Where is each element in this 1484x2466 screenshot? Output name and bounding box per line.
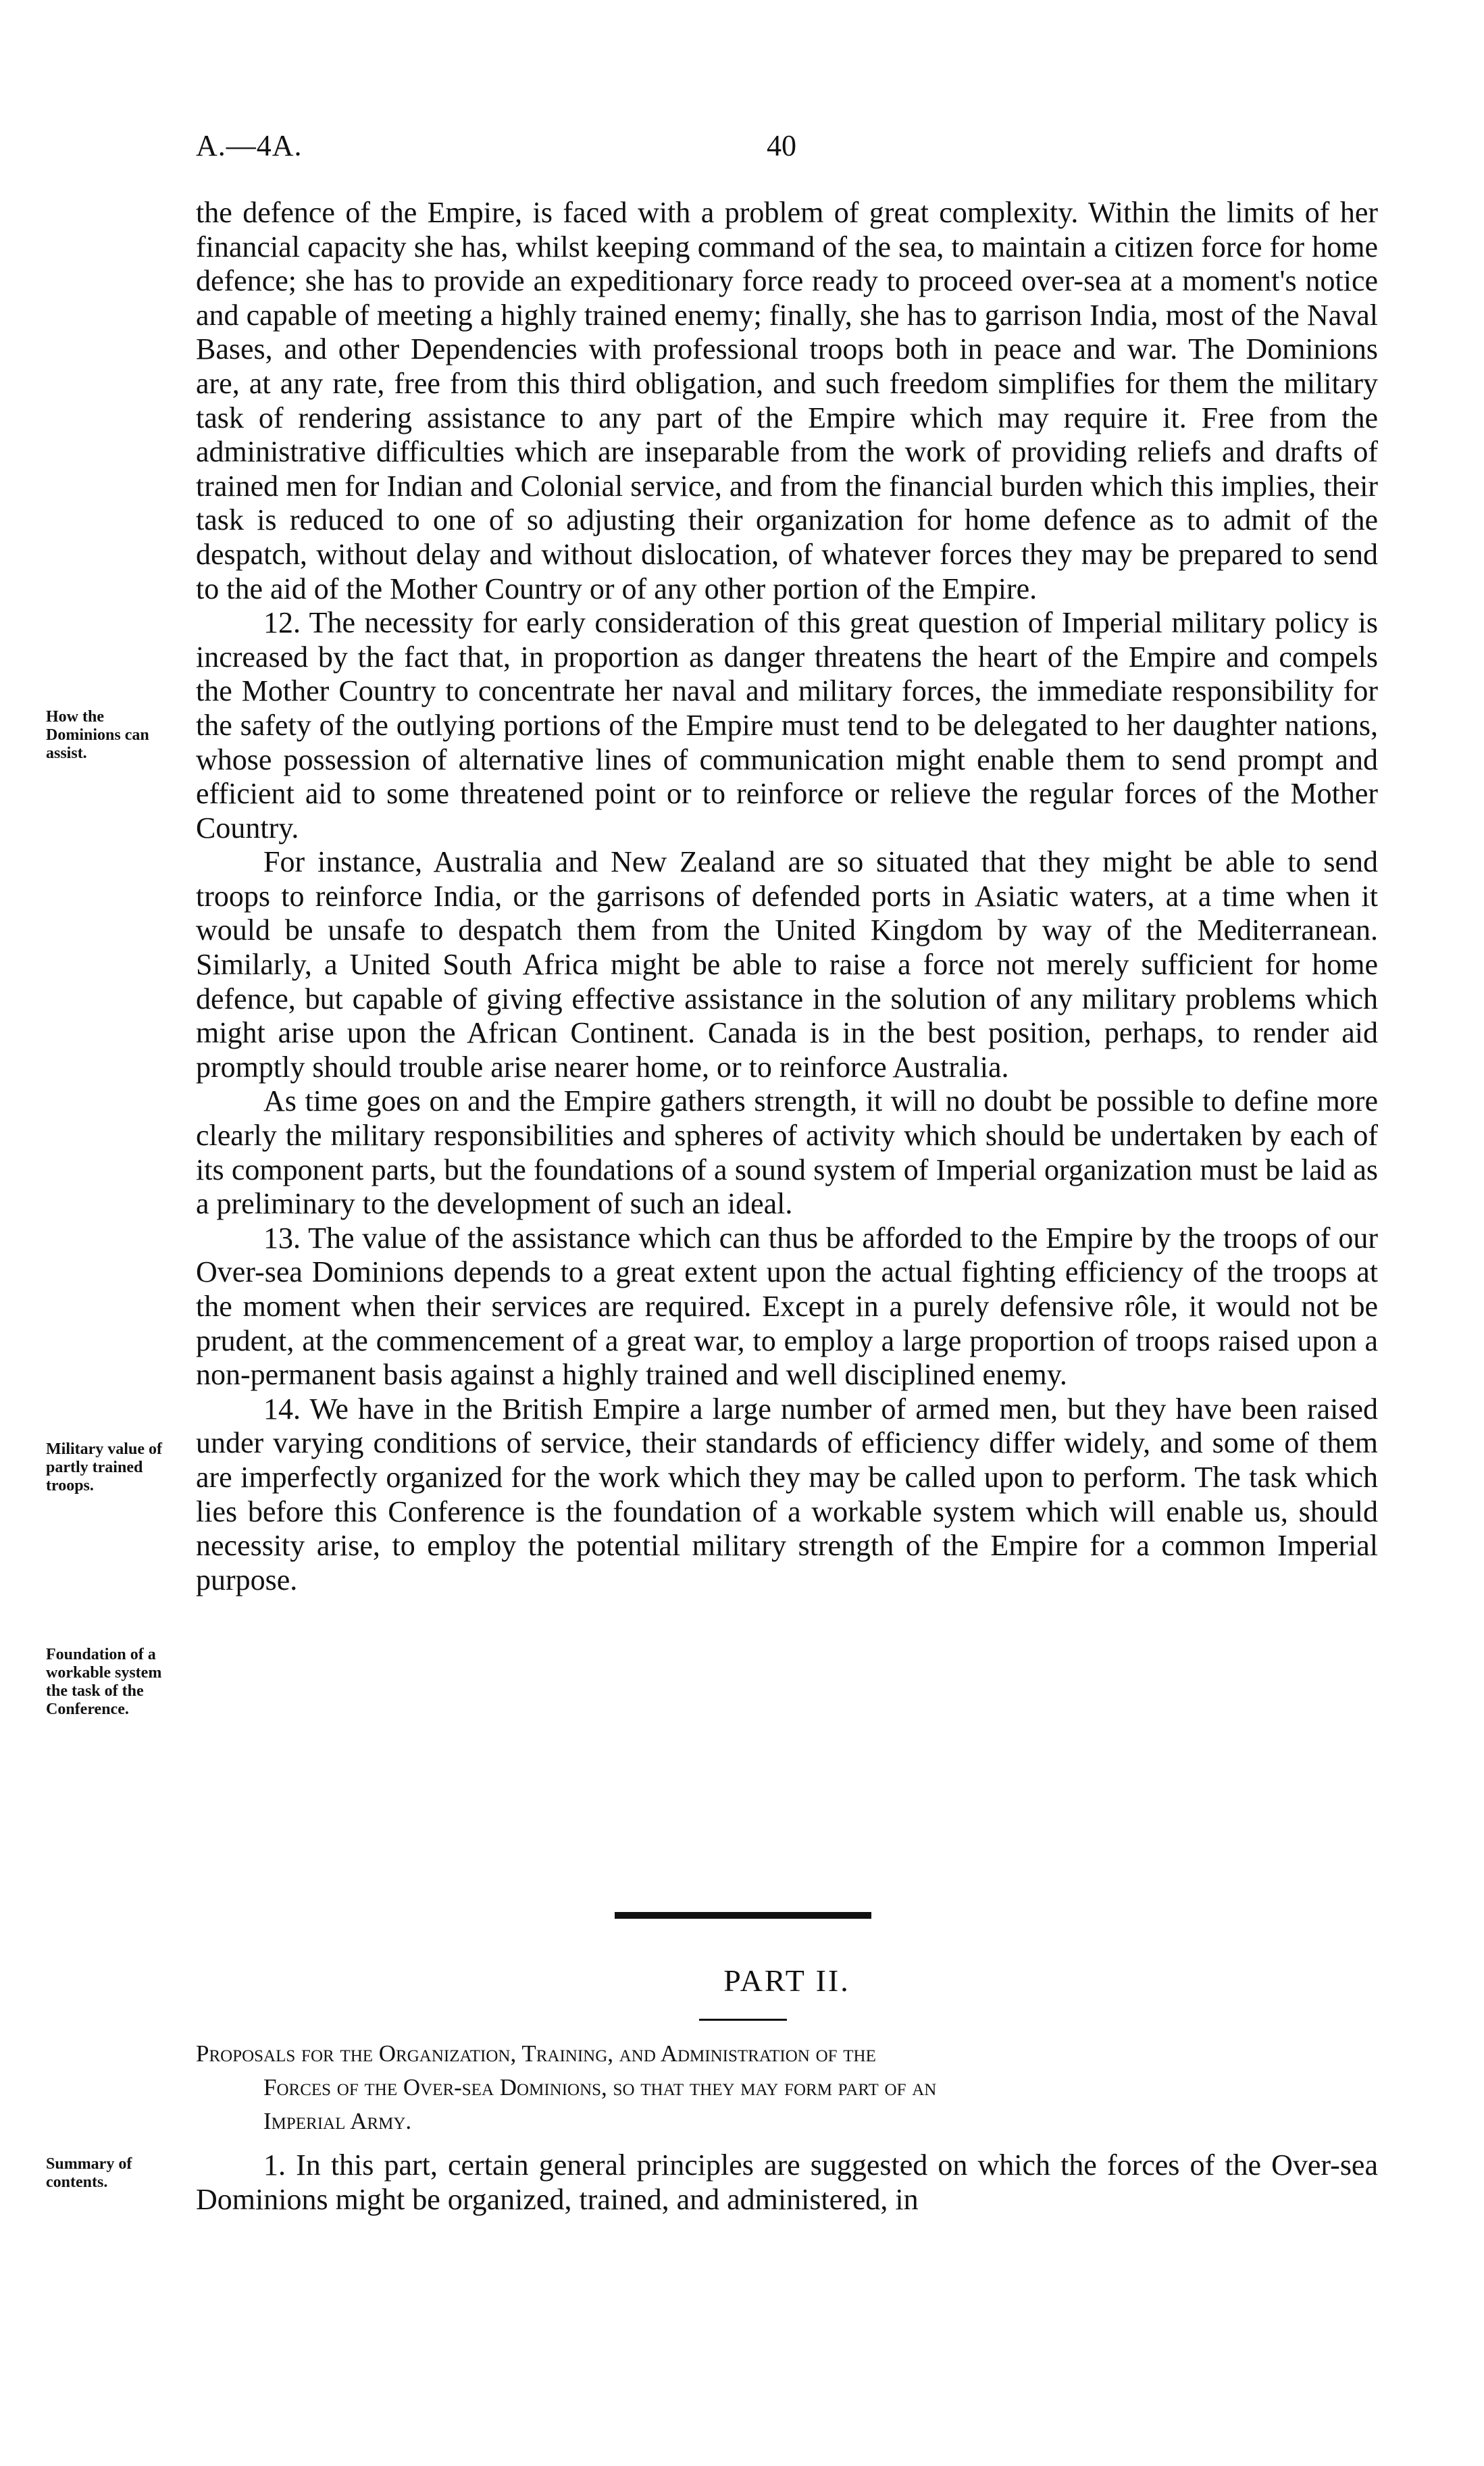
part-heading-line-3: Imperial Army. bbox=[263, 2108, 412, 2134]
paragraph-instance: For instance, Australia and New Zealand are so situated that they might be able to send troops to reinforce India, or the garrisons of defended ports in Asiatic waters, at a time when it would be unsafe to despatch them from the United Kingdom by way of the Mediterranean. Similarly, a United South Africa might be able to raise a force not merely sufficient for home defence, but capable of giving effective assistance in the solution of any military problems which might arise upon the African Continent. Canada is in the best position, perhaps, to render aid promptly should trouble arise nearer home, or to reinforce Australia. bbox=[196, 845, 1378, 1084]
paragraph-time-goes-on: As time goes on and the Empire gathers strength, it will no doubt be possible to define more clearly the military responsibilities and spheres of activity which should be undertaken by each of its component parts, but the foundations of a sound system of Imperial organization must be laid as a preliminary to the development of such an ideal. bbox=[196, 1084, 1378, 1221]
summary-paragraph: 1. In this part, certain general principles are suggested on which the forces of the Over-sea Dominions might be organized, trained, and administered, in bbox=[196, 2148, 1378, 2216]
part-heading bbox=[196, 2037, 1378, 2138]
margin-note-military-value: Military value of partly trained troops. bbox=[46, 1440, 162, 1494]
page-number: 40 bbox=[767, 129, 796, 162]
margin-note-how-dominions: How the Dominions can assist. bbox=[46, 708, 149, 762]
section-divider-thick bbox=[615, 1912, 871, 1919]
paragraph-continuation: the defence of the Empire, is faced with a problem of great complexity. Within the limits of her financial capacity she has, whilst keeping command of the sea, to maintain a citizen force for home defence; she has to provide an expeditionary force ready to proceed over-sea at a moment's notice and capable of meeting a highly trained enemy; finally, she has to garrison India, most of the Naval Bases, and other Dependencies with professional troops both in peace and war. The Dominions are, at any rate, free from this third obligation, and such freedom simplifies for them the military task of rendering assistance to any part of the Empire which may require it. Free from the administrative difficulties which are inseparable from the work of providing reliefs and drafts of trained men for Indian and Colonial service, and from the financial burden which this implies, their task is reduced to one of so adjusting their organization for home defence as to admit of the despatch, without delay and without dislocation, of whatever forces they may be prepared to send to the aid of the Mother Country or of any other portion of the Empire. bbox=[196, 196, 1378, 605]
margin-note-foundation: Foundation of a workable system the task of the Conference. bbox=[46, 1646, 162, 1718]
paragraph-14: 14. We have in the British Empire a large number of armed men, but they have been raised under varying conditions of service, their standards of efficiency differ widely, and some of them are imperfectly organized for the work which they may be called upon to perform. The task which lies before this Conference is the foundation of a workable system which will enable us, should necessity arise, to employ the potential military strength of the Empire for a common Imperial purpose. bbox=[196, 1392, 1378, 1596]
paragraph-13: 13. The value of the assistance which can thus be afforded to the Empire by the troops of our Over-sea Dominions depends to a great extent upon the actual fighting efficiency of the troops at the moment when their services are required. Except in a purely defensive rôle, it would not be prudent, at the commencement of a great war, to employ a large proportion of troops raised upon a non-permanent basis against a highly trained and well disciplined enemy. bbox=[196, 1221, 1378, 1392]
document-reference: A.—4A. bbox=[196, 129, 303, 162]
section-divider-thin bbox=[699, 2019, 787, 2021]
margin-note-summary: Summary of contents. bbox=[46, 2155, 132, 2191]
paragraph-12: 12. The necessity for early consideration of this great question of Imperial military policy is increased by the fact that, in proportion as danger threatens the heart of the Empire and compels the Mother Country to concentrate her naval and military forces, the immediate responsibility for the safety of the outlying portions of the Empire must tend to be delegated to her daughter nations, whose possession of alternative lines of communication might enable them to send prompt and efficient aid to some threatened point or to reinforce or relieve the regular forces of the Mother Country. bbox=[196, 606, 1378, 845]
main-text bbox=[196, 196, 1378, 1597]
part-title: PART II. bbox=[723, 1963, 850, 1998]
part-heading-line-2: Forces of the Over-sea Dominions, so that they may form part of an bbox=[263, 2074, 937, 2100]
part-heading-line-1: Proposals for the Organization, Training, and Administration of the bbox=[196, 2040, 876, 2067]
summary-paragraph-container bbox=[196, 2148, 1378, 2217]
